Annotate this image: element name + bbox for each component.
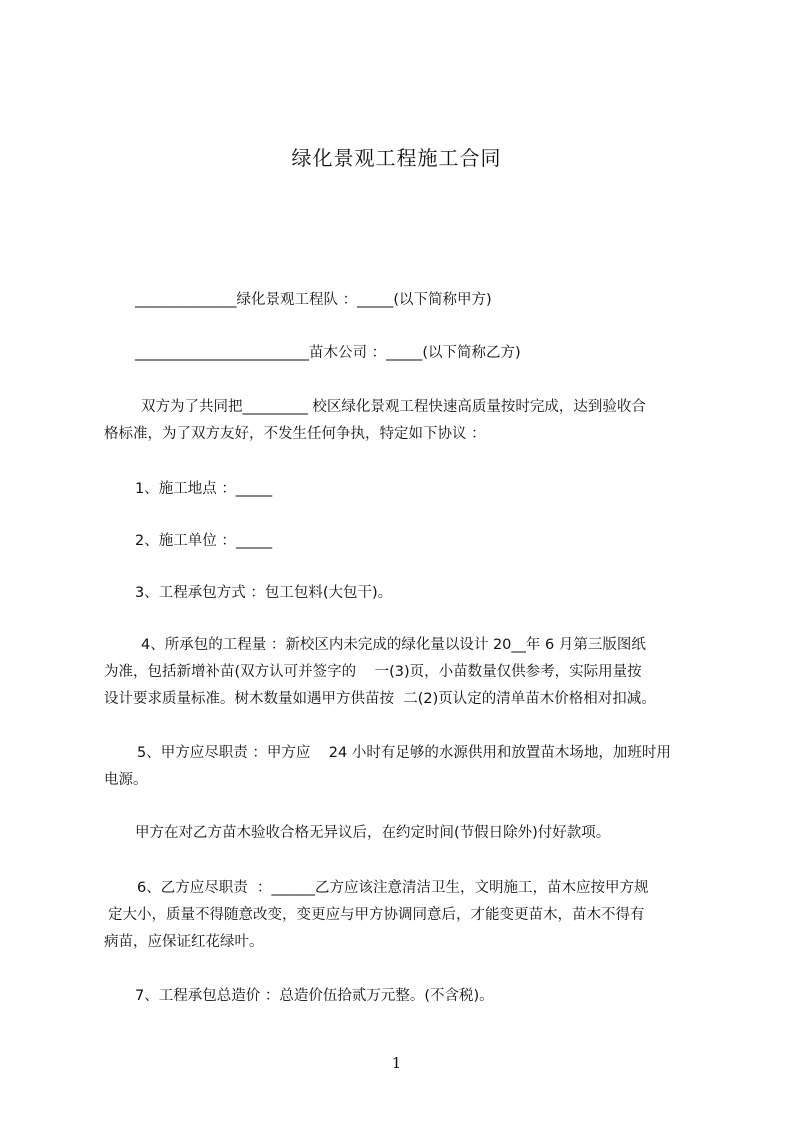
clause-6-line-3: 病苗，应保证红花绿叶。 [104, 934, 264, 950]
clause-4-scope [104, 632, 704, 713]
clause-4-line-2: 为准，包括新增补苗(双方认可并签字的 一(3)页，小苗数量仅供参考，实际用量按 [104, 664, 642, 680]
party-b-line: ________________________苗木公司 ：_____(以下简称乙方) [135, 345, 521, 361]
clause-5-line-2: 电源。 [104, 772, 148, 788]
clause-5-payment: 甲方在对乙方苗木验收合格无异议后，在约定时间(节假日除外)付好款项。 [135, 825, 611, 841]
clause-5-line-1: 5、甲方应尽职责 ：甲方应 24 小时有足够的水源供用和放置苗木场地，加班时用 [137, 745, 671, 761]
clause-6-line-1: 6、乙方应尽职责 ：______乙方应该注意清洁卫生，文明施工，苗木应按甲方规 [137, 880, 649, 896]
intro-line-2: 格标准，为了双方友好，不发生任何争执，特定如下协议 ： [104, 426, 486, 442]
clause-2-unit: 2、施工单位 ：_____ [135, 533, 273, 549]
clause-6-party-b-duties [104, 875, 648, 956]
clause-4-line-3: 设计要求质量标准。树木数量如遇甲方供苗按 二(2)页认定的清单苗木价格相对扣减。 [104, 691, 656, 707]
clause-3-contract-method: 3、工程承包方式 ：包工包料(大包干)。 [135, 585, 393, 601]
clause-6-line-2: 定大小，质量不得随意改变，变更应与甲方协调同意后，才能变更苗木，苗木不得有 [108, 907, 645, 923]
clause-5-party-a-duties [104, 740, 671, 794]
party-a-line: ______________绿化景观工程队 ：_____(以下简称甲方) [135, 292, 492, 308]
clause-7-total-price: 7、工程承包总造价 ：总造价伍拾贰万元整。(不含税)。 [135, 988, 494, 1004]
clause-4-line-1: 4、所承包的工程量 ：新校区内未完成的绿化量以设计 20__年 6 月第三版图纸 [141, 637, 646, 653]
intro-line-1: 双方为了共同把_________ 校区绿化景观工程快速高质量按时完成，达到验收合 [141, 399, 646, 415]
intro-paragraph [104, 394, 646, 448]
page-number: 1 [391, 1054, 402, 1072]
clause-1-site: 1、施工地点 ：_____ [135, 481, 273, 497]
document-title: 绿化景观工程施工合同 [291, 146, 502, 170]
